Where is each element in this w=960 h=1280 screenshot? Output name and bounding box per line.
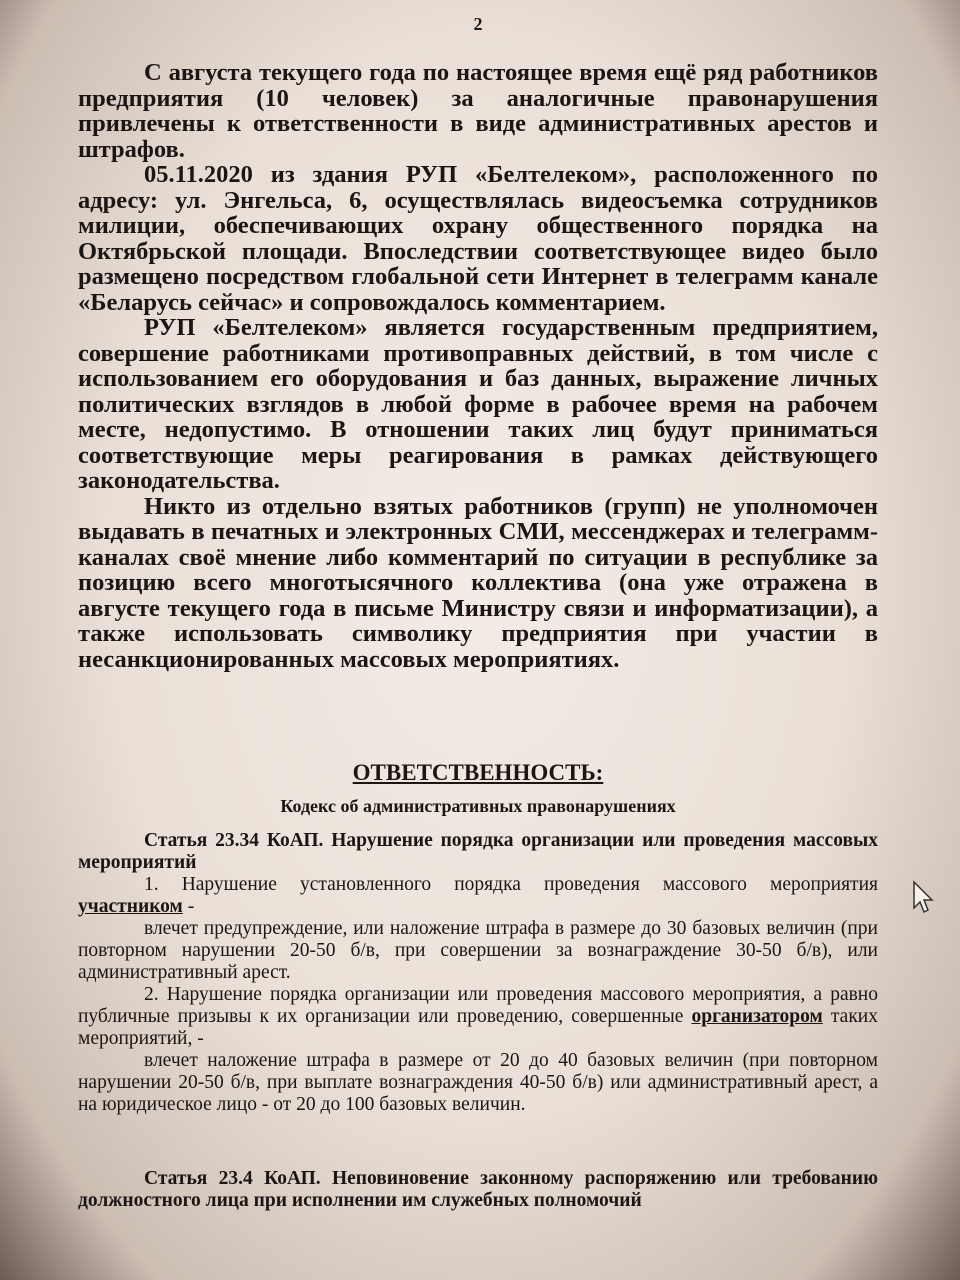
article-2334-title: Статья 23.34 КоАП. Нарушение порядка организации или проведения массовых мероприятий bbox=[78, 830, 878, 873]
article-2334 bbox=[78, 830, 878, 1116]
responsibility-heading: ОТВЕТСТВЕННОСТЬ: bbox=[352, 760, 604, 785]
document-body bbox=[78, 60, 878, 672]
paragraph-2: 05.11.2020 из здания РУП «Белтелеком», расположенного по адресу: ул. Энгельса, 6, осуществлялась видеосъемка сотрудников милиции, обеспечивающих охрану общественного порядка на Октябрьской площади. Впоследствии соответствующее видео было размещено посредством глобальной сети Интернет в телеграмм канале «Беларусь сейчас» и сопровождалось комментарием. bbox=[78, 161, 878, 316]
organizer-term: организатором bbox=[691, 1006, 823, 1027]
paragraph-4: Никто из отдельно взятых работников (групп) не уполномочен выдавать в печатных и электронных СМИ, мессенджерах и телеграмм-каналах своё мнение либо комментарий по ситуации в республике за позицию всего многотысячного коллектива (она уже отражена в августе текущего года в письме Министру связи и информатизации), а также использовать символику предприятия при участии в несанкционированных массовых мероприятиях. bbox=[78, 492, 878, 673]
article-234-title: Статья 23.4 КоАП. Неповиновение законному распоряжению или требованию должностного лица при исполнении им служебных полномочий bbox=[78, 1168, 878, 1211]
article-2334-part-1 bbox=[78, 874, 878, 918]
page-number: 2 bbox=[473, 14, 483, 34]
part-2-text: 2. Нарушение порядка организации или проведения массового мероприятия, а равно публичные призывы к их организации или проведению, совершенные bbox=[78, 984, 878, 1027]
article-2334-penalty-1: влечет предупреждение, или наложение штрафа в размере до 30 базовых величин (при повторном нарушении 20-50 б/в, при совершении за вознаграждение 30-50 б/в), или административный арест. bbox=[78, 918, 878, 983]
part-1-text: 1. Нарушение установленного порядка проведения массового мероприятия bbox=[144, 874, 878, 895]
article-2334-part-2 bbox=[78, 984, 878, 1050]
mouse-pointer-icon bbox=[912, 880, 936, 916]
document-page bbox=[78, 0, 878, 1280]
part-1-suffix: - bbox=[182, 896, 195, 917]
paragraph-3: РУП «Белтелеком» является государственным предприятием, совершение работниками противоправных действий, в том числе с использованием его оборудования и баз данных, выражение личных политических взглядов в любой форме в рабочее время на рабочем месте, недопустимо. В отношении таких лиц будут приниматься соответствующие меры реагирования в рамках действующего законодательства. bbox=[78, 314, 878, 494]
part-2-suffix: таких мероприятий, - bbox=[78, 1006, 878, 1049]
paragraph-1: С августа текущего года по настоящее время ещё ряд работников предприятия (10 человек) за аналогичные правонарушения привлечены к ответственности в виде административных арестов и штрафов. bbox=[78, 59, 878, 163]
article-234 bbox=[78, 1168, 878, 1212]
participant-term: участником bbox=[78, 896, 183, 917]
article-2334-penalty-2: влечет наложение штрафа в размере от 20 до 40 базовых величин (при повторном нарушении 20-50 б/в, при выплате вознаграждения 40-50 б/в) или административный арест, а на юридическое лицо - от 20 до 100 базовых величин. bbox=[78, 1050, 878, 1115]
code-heading: Кодекс об административных правонарушениях bbox=[280, 796, 676, 816]
